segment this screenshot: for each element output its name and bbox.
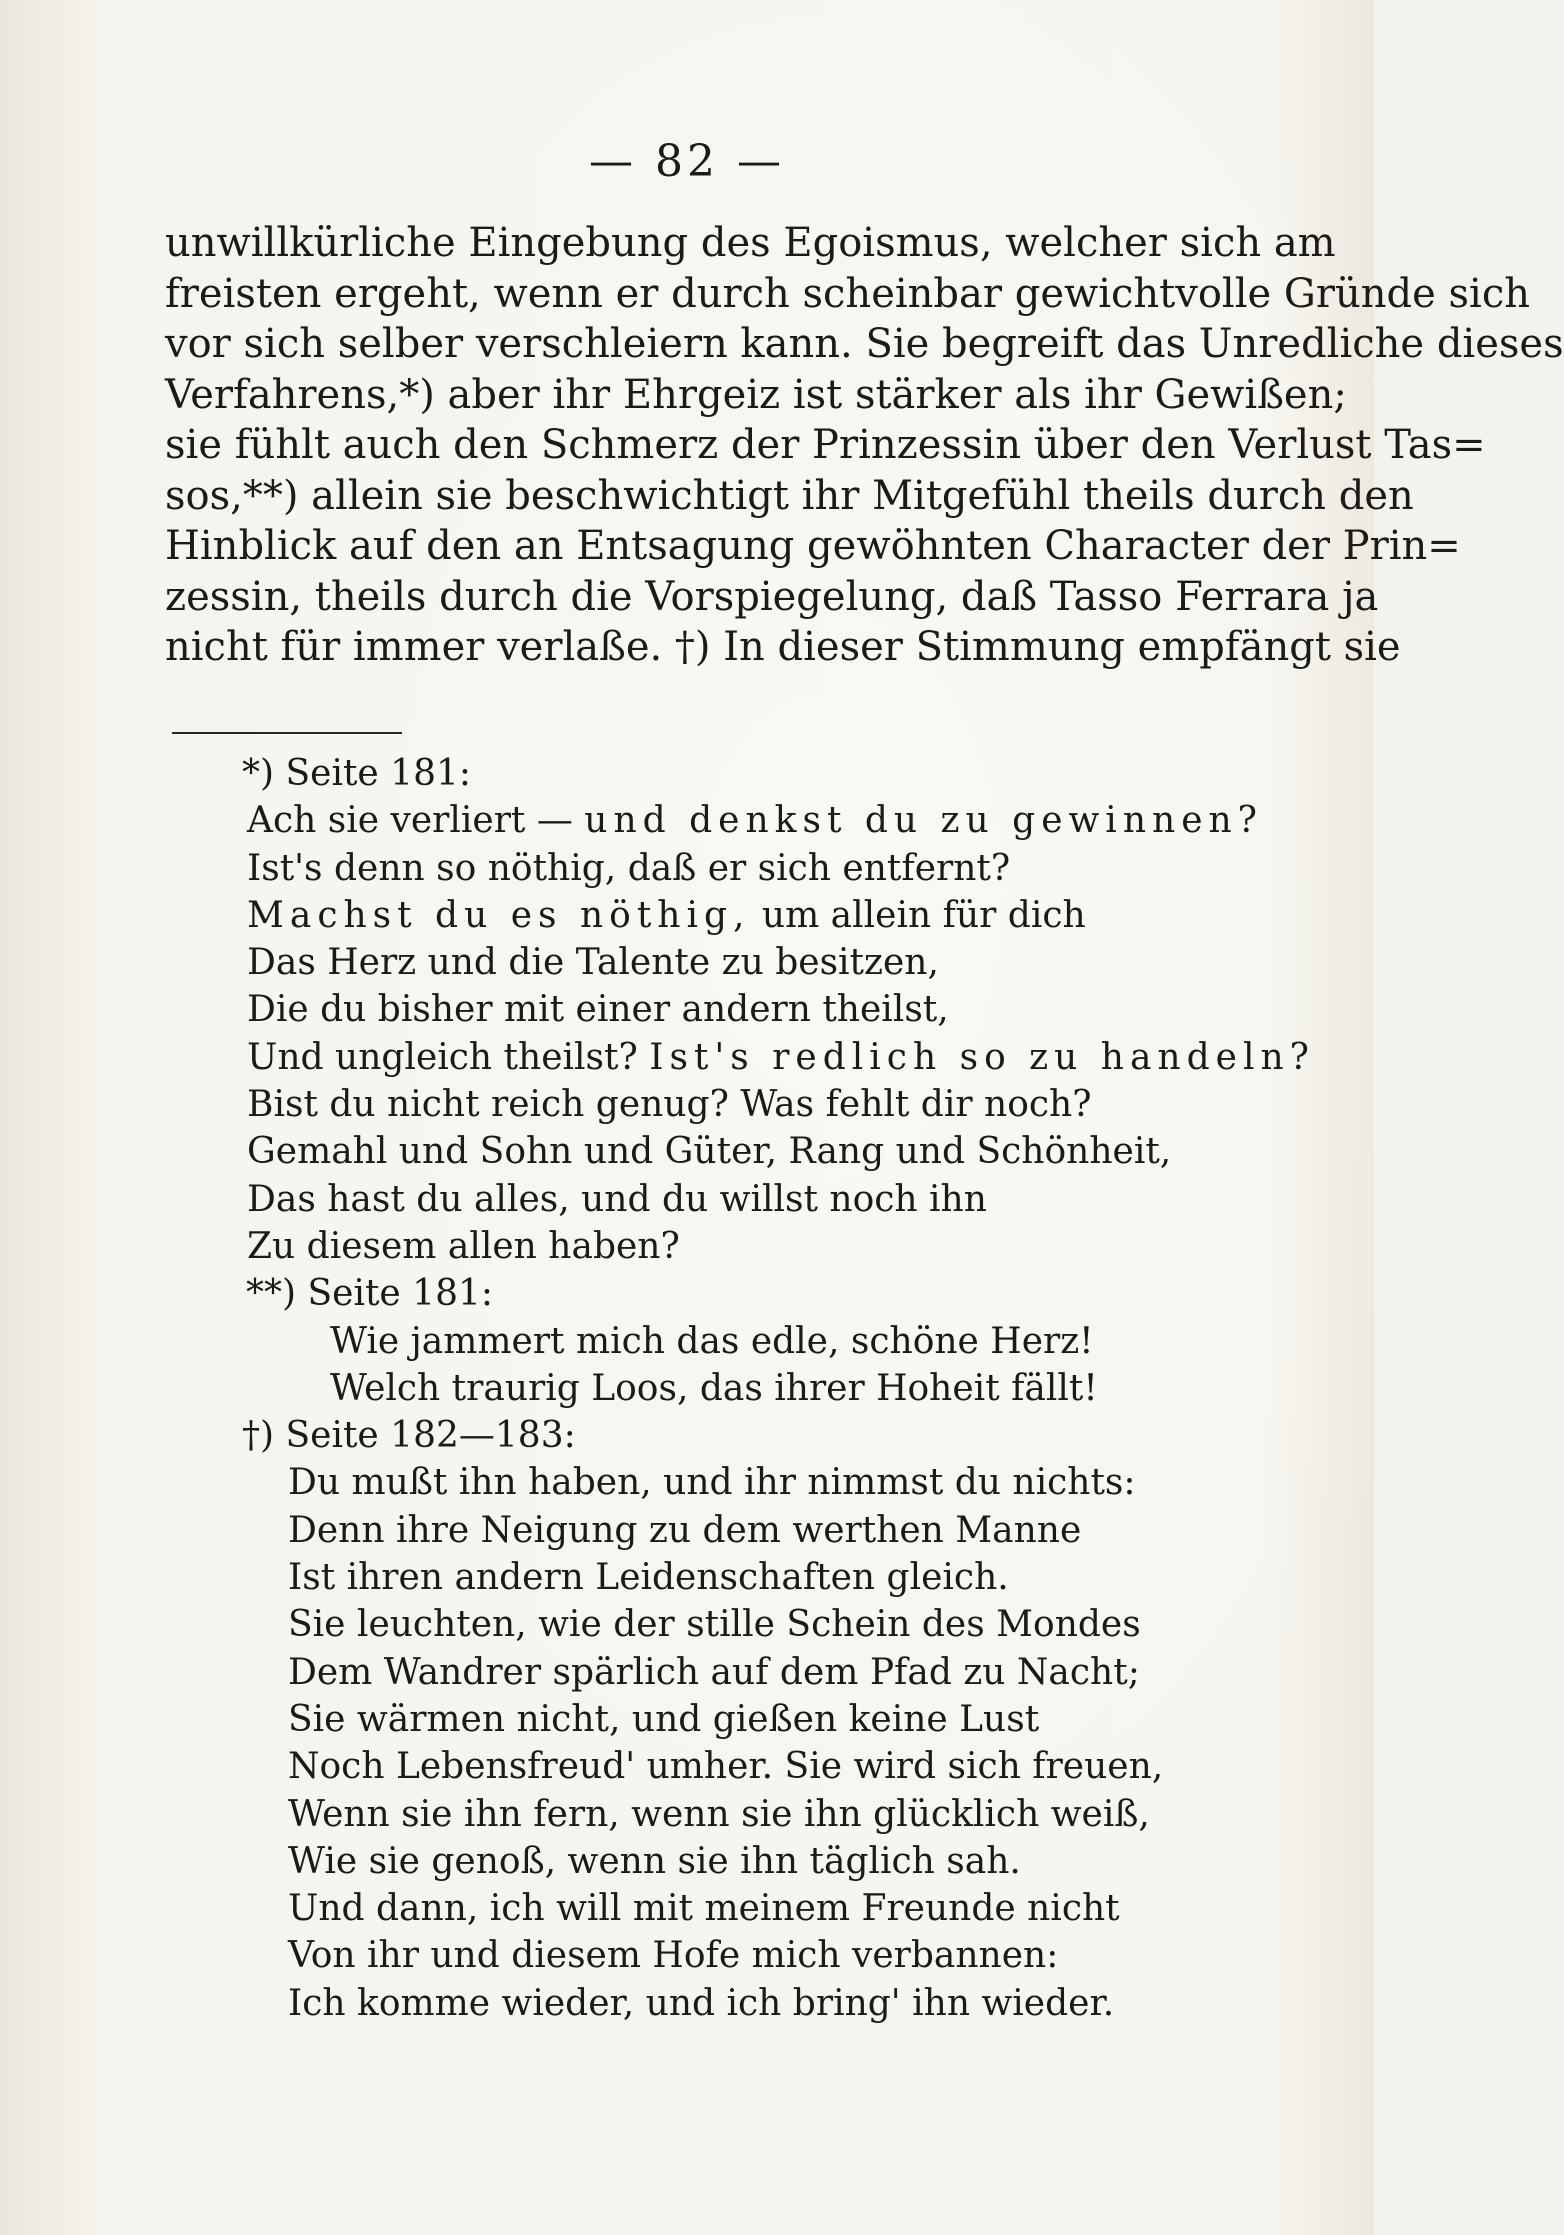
body-line: sie fühlt auch den Schmerz der Prinzessin über den Verlust Tas=	[165, 422, 1486, 468]
body-line: sos,**) allein sie beschwichtigt ihr Mitgefühl theils durch den	[165, 472, 1414, 519]
footnote-verse-line: Sie wärmen nicht, und gießen keine Lust	[288, 1698, 1040, 1740]
footnote-verse-line: Noch Lebensfreud' umher. Sie wird sich freuen,	[288, 1746, 1164, 1788]
footnote-verse-line	[0, 797, 1374, 844]
footnote-verse-line: Ich komme wieder, und ich bring' ihn wieder.	[288, 1982, 1115, 2024]
footnote-verse-line: Ist ihren andern Leidenschaften gleich.	[288, 1557, 1009, 1599]
body-line: zessin, theils durch die Vorspiegelung, daß Tasso Ferrara ja	[165, 573, 1379, 620]
verse-text: Die du bisher mit einer andern theilst,	[247, 989, 949, 1031]
body-line: vor sich selber verschleiern kann. Sie begreift das Unredliche dieses	[165, 321, 1564, 367]
footnote-verse-line	[0, 1223, 1374, 1270]
footnote-divider	[172, 732, 402, 734]
footnote-verse-line	[0, 845, 1374, 892]
footnote-verse-line	[0, 986, 1374, 1033]
footnote-verse-line	[0, 1176, 1374, 1223]
verse-text: Zu diesem allen haben?	[247, 1225, 680, 1267]
footnote-heading: *) Seite 181:	[242, 753, 472, 794]
body-line: freisten ergeht, wenn er durch scheinbar gewichtvolle Gründe sich	[165, 270, 1530, 317]
footnote-verse-line	[0, 1034, 1374, 1081]
footnote-verse-line	[0, 1128, 1374, 1175]
body-line: Verfahrens,*) aber ihr Ehrgeiz ist stärker als ihr Gewißen;	[165, 371, 1347, 418]
footnote-verse-line: Sie leuchten, wie der stille Schein des Mondes	[288, 1604, 1141, 1646]
footnote-verse-line: Wie sie genoß, wenn sie ihn täglich sah.	[288, 1840, 1021, 1882]
verse-emphasis: Machst du es nöthig,	[247, 894, 751, 936]
verse-text: um allein für dich	[750, 894, 1086, 936]
footnote-verse-line: Wenn sie ihn fern, wenn sie ihn glücklich weiß,	[288, 1793, 1150, 1835]
footnote-verse-line: Welch traurig Loos, das ihrer Hoheit fällt!	[330, 1367, 1098, 1409]
footnote-verse-line: Denn ihre Neigung zu dem werthen Manne	[288, 1509, 1082, 1551]
page-number: — 82 —	[589, 136, 785, 187]
footnote-heading: **) Seite 181:	[246, 1273, 494, 1315]
verse-text: Bist du nicht reich genug? Was fehlt dir noch?	[247, 1084, 1092, 1126]
verse-text: Ach sie verliert —	[247, 800, 585, 842]
footnote-verse-line	[0, 892, 1374, 939]
verse-emphasis: und denkst du zu gewinnen?	[584, 800, 1263, 842]
footnote-verse-line	[0, 939, 1374, 986]
body-line: Hinblick auf den an Entsagung gewöhnten Character der Prin=	[165, 523, 1461, 569]
verse-text: Das Herz und die Talente zu besitzen,	[247, 942, 939, 984]
body-paragraph	[165, 218, 1564, 673]
body-line: unwillkürliche Eingebung des Egoismus, welcher sich am	[165, 220, 1336, 266]
verse-emphasis: Ist's redlich so zu handeln?	[649, 1036, 1315, 1078]
footnote-verse-line: Von ihr und diesem Hofe mich verbannen:	[288, 1935, 1059, 1977]
footnote-verse-line: Du mußt ihn haben, und ihr nimmst du nichts:	[288, 1462, 1136, 1504]
body-line: nicht für immer verlaße. †) In dieser Stimmung empfängt sie	[165, 624, 1401, 670]
verse-text: Und ungleich theilst?	[247, 1036, 650, 1078]
footnote-verse-line	[0, 1081, 1374, 1128]
verse-text: Ist's denn so nöthig, daß er sich entfernt?	[247, 847, 1011, 889]
footnotes	[0, 750, 1374, 2027]
verse-text: Das hast du alles, und du willst noch ihn	[247, 1178, 987, 1220]
footnote-verse-line: Wie jammert mich das edle, schöne Herz!	[330, 1320, 1094, 1362]
verse-text: Gemahl und Sohn und Güter, Rang und Schönheit,	[247, 1131, 1172, 1173]
footnote-heading: †) Seite 182—183:	[242, 1415, 576, 1457]
footnote-verse-line: Und dann, ich will mit meinem Freunde nicht	[288, 1888, 1120, 1930]
footnote-verse-line: Dem Wandrer spärlich auf dem Pfad zu Nacht;	[288, 1651, 1140, 1693]
